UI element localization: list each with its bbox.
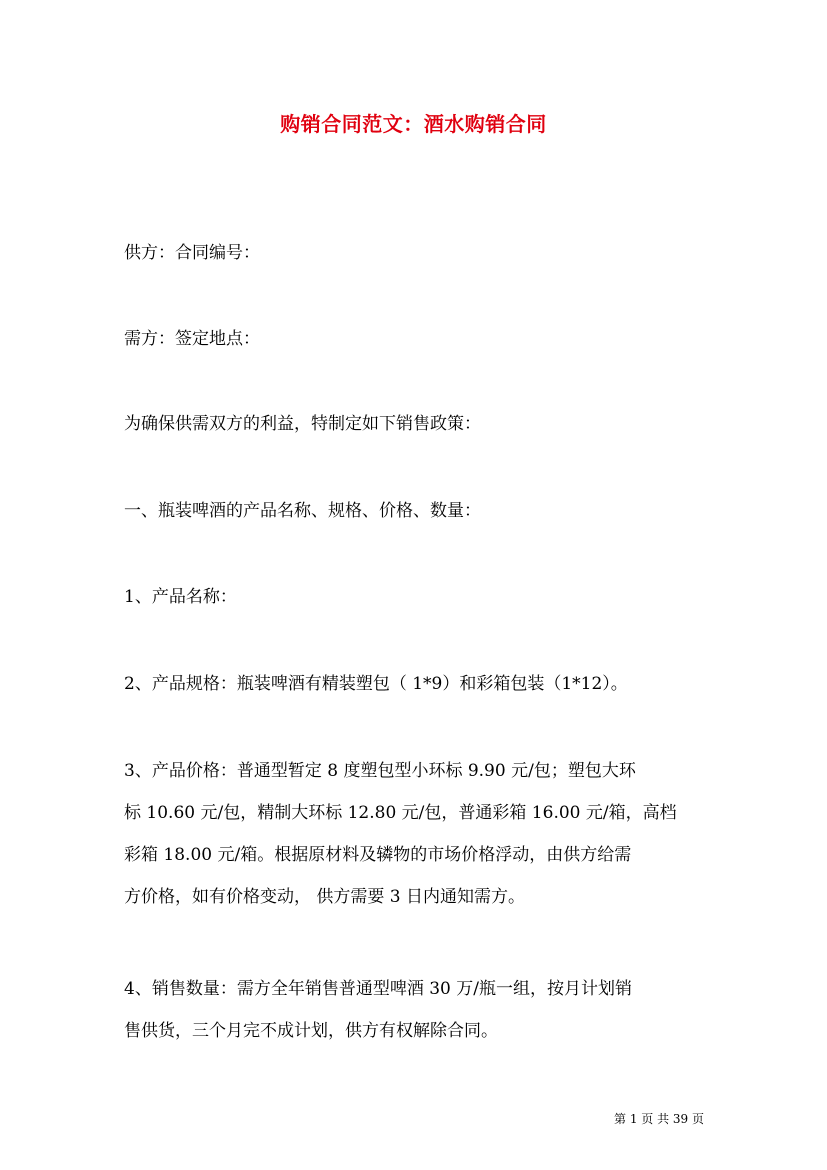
price-line: 彩箱 18.00 元/箱。根据原材料及辚物的市场价格浮动，由供方给需 xyxy=(124,845,632,865)
buyer-signing-place-line: 需方：签定地点： xyxy=(124,329,260,349)
page-number-footer: 第 1 页 共 39 页 xyxy=(614,1112,704,1126)
item-product-spec: 2、产品规格：瓶装啤酒有精装塑包（ 1*9）和彩箱包装（1*12）。 xyxy=(124,674,628,694)
intro-paragraph: 为确保供需双方的利益，特制定如下销售政策： xyxy=(124,414,481,434)
document-title: 购销合同范文：酒水购销合同 xyxy=(280,112,547,136)
item-product-price xyxy=(124,750,714,918)
price-line: 方价格，如有价格变动， 供方需要 3 日内通知需方。 xyxy=(124,887,526,907)
supplier-contract-number-line: 供方：合同编号： xyxy=(124,243,260,263)
price-line: 3、产品价格：普通型暂定 8 度塑包型小环标 9.90 元/包；塑包大环 xyxy=(124,761,636,781)
quantity-line: 4、销售数量：需方全年销售普通型啤酒 30 万/瓶一组，按月计划销 xyxy=(124,979,632,999)
item-product-name: 1、产品名称： xyxy=(124,587,237,607)
quantity-line: 售供货，三个月完不成计划，供方有权解除合同。 xyxy=(124,1021,498,1041)
item-sales-quantity xyxy=(124,968,714,1052)
price-line: 标 10.60 元/包，精制大环标 12.80 元/包，普通彩箱 16.00 元/箱，高档 xyxy=(124,803,677,823)
section-heading-products: 一、瓶装啤酒的产品名称、规格、价格、数量： xyxy=(124,501,481,521)
